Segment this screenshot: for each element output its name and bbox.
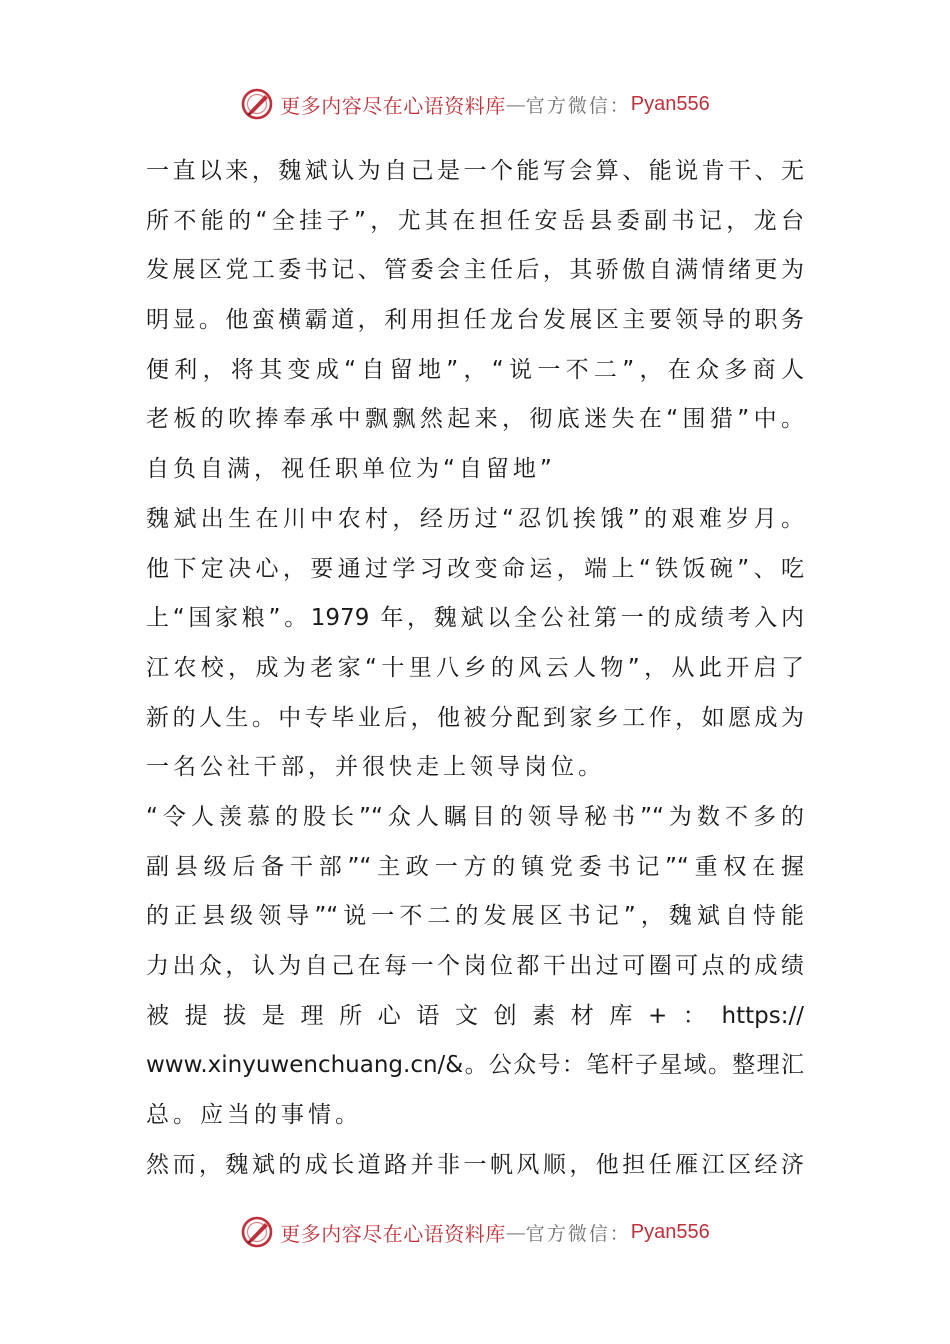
text-line: 魏斌出生在川中农村，经历过“忍饥挨饿”的艰难岁月。 <box>146 505 804 532</box>
text-line: 一名公社干部，并很快走上领导岗位。 <box>146 754 605 781</box>
text-line: 力出众，认为自己在每一个岗位都干出过可圈可点的成绩 <box>146 953 804 979</box>
text-line: 一直以来，魏斌认为自己是一个能写会算、能说肯干、无 <box>146 158 804 184</box>
banner-official-label: 官方微信： <box>525 1222 631 1245</box>
text-line: 新的人生。中专毕业后，他被分配到家乡工作，如愿成为 <box>146 704 804 731</box>
banner-separator: — <box>505 92 526 116</box>
banner-title: 更多内容尽在心语资料库 <box>280 93 506 118</box>
banner-separator: — <box>505 1220 526 1244</box>
text-line: 然而，魏斌的成长道路并非一帆风顺，他担任雁江区经济 <box>146 1151 804 1178</box>
pen-in-circle-icon <box>240 1215 274 1249</box>
text-line: 被提拔是理所心语文创素材库+：https:// <box>146 1002 804 1029</box>
text-line: 便利，将其变成“自留地”，“说一不二”，在众多商人 <box>146 356 804 383</box>
text-line: 总。应当的事情。 <box>146 1102 362 1129</box>
text-line: 发展区党工委书记、管委会主任后，其骄傲自满情绪更为 <box>146 257 804 284</box>
header-banner <box>0 82 950 126</box>
text-line: www.xinyuwenchuang.cn/&。公众号：笔杆子星域。整理汇 <box>146 1052 804 1079</box>
text-line: 他下定决心，要通过学习改变命运，端上“铁饭碗”、吃 <box>146 555 804 582</box>
banner-title: 更多内容尽在心语资料库 <box>280 1221 506 1246</box>
section-heading: 自负自满，视任职单位为“自留地” <box>146 456 556 483</box>
text-line: 上“国家粮”。1979 年，魏斌以全公社第一的成绩考入内 <box>146 605 804 632</box>
text-line: 老板的吹捧奉承中飘飘然起来，彻底迷失在“围猎”中。 <box>146 406 804 433</box>
banner-official-label: 官方微信： <box>525 94 631 117</box>
footer-banner <box>0 1210 950 1254</box>
pen-in-circle-icon <box>240 87 274 121</box>
text-line: “令人羡慕的股长”“众人瞩目的领导秘书”“为数不多的 <box>146 803 804 830</box>
text-line: 的正县级领导”“说一不二的发展区书记”，魏斌自恃能 <box>146 903 804 930</box>
text-line: 副县级后备干部”“主政一方的镇党委书记”“重权在握 <box>146 853 804 880</box>
banner-wechat-id: Pyan556 <box>630 1220 710 1243</box>
text-line: 江农校，成为老家“十里八乡的风云人物”，从此开启了 <box>146 654 804 681</box>
banner-wechat-id: Pyan556 <box>630 92 710 115</box>
text-line: 所不能的“全挂子”，尤其在担任安岳县委副书记，龙台 <box>146 207 804 234</box>
article-body <box>146 147 804 1190</box>
text-line: 明显。他蛮横霸道，利用担任龙台发展区主要领导的职务 <box>146 307 804 334</box>
